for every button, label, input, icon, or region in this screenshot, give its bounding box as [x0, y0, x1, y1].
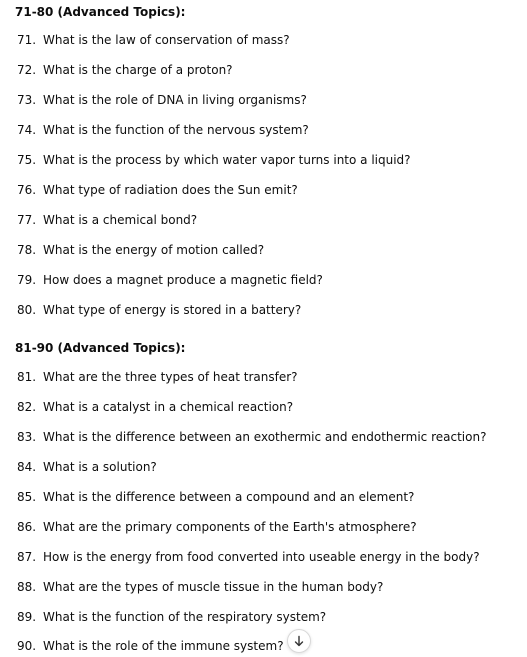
question-text: What is the energy of motion called? — [43, 243, 265, 257]
question-text: How is the energy from food converted into useable energy in the body? — [43, 550, 480, 564]
question-text: What is a solution? — [43, 460, 157, 474]
question-number: 79. — [17, 273, 37, 287]
question-text: What is the role of DNA in living organisms? — [43, 93, 307, 107]
question-number: 89. — [17, 610, 37, 624]
question-text: What is the role of the immune system? — [43, 639, 284, 653]
question-text: What is the law of conservation of mass? — [43, 33, 290, 47]
question-text: What is a chemical bond? — [43, 213, 198, 227]
question-number: 71. — [17, 33, 37, 47]
question-number: 78. — [17, 243, 37, 257]
arrow-down-icon — [293, 635, 305, 647]
question-text: What type of radiation does the Sun emit? — [43, 183, 298, 197]
question-number: 77. — [17, 213, 37, 227]
question-number: 82. — [17, 400, 37, 414]
question-text: What is the function of the nervous system? — [43, 123, 309, 137]
question-number: 81. — [17, 370, 37, 384]
question-text: What are the primary components of the Earth's atmosphere? — [43, 520, 417, 534]
question-number: 74. — [17, 123, 37, 137]
section-heading: 81-90 (Advanced Topics): — [15, 341, 186, 355]
question-number: 76. — [17, 183, 37, 197]
question-text: What is the charge of a proton? — [43, 63, 233, 77]
question-text: What is the function of the respiratory system? — [43, 610, 327, 624]
section-heading: 71-80 (Advanced Topics): — [15, 5, 186, 19]
question-text: What is a catalyst in a chemical reaction? — [43, 400, 294, 414]
question-text: What are the types of muscle tissue in the human body? — [43, 580, 384, 594]
question-number: 88. — [17, 580, 37, 594]
question-number: 72. — [17, 63, 37, 77]
question-number: 87. — [17, 550, 37, 564]
question-number: 75. — [17, 153, 37, 167]
question-number: 83. — [17, 430, 37, 444]
question-number: 90. — [17, 639, 37, 653]
question-text: What is the difference between an exothermic and endothermic reaction? — [43, 430, 487, 444]
question-text: What are the three types of heat transfer? — [43, 370, 298, 384]
question-number: 73. — [17, 93, 37, 107]
question-text: What is the difference between a compound and an element? — [43, 490, 415, 504]
scroll-down-button[interactable] — [287, 629, 311, 653]
question-text: What type of energy is stored in a battery? — [43, 303, 302, 317]
question-number: 86. — [17, 520, 37, 534]
question-number: 85. — [17, 490, 37, 504]
question-number: 84. — [17, 460, 37, 474]
question-text: What is the process by which water vapor turns into a liquid? — [43, 153, 411, 167]
question-number: 80. — [17, 303, 37, 317]
question-text: How does a magnet produce a magnetic field? — [43, 273, 323, 287]
